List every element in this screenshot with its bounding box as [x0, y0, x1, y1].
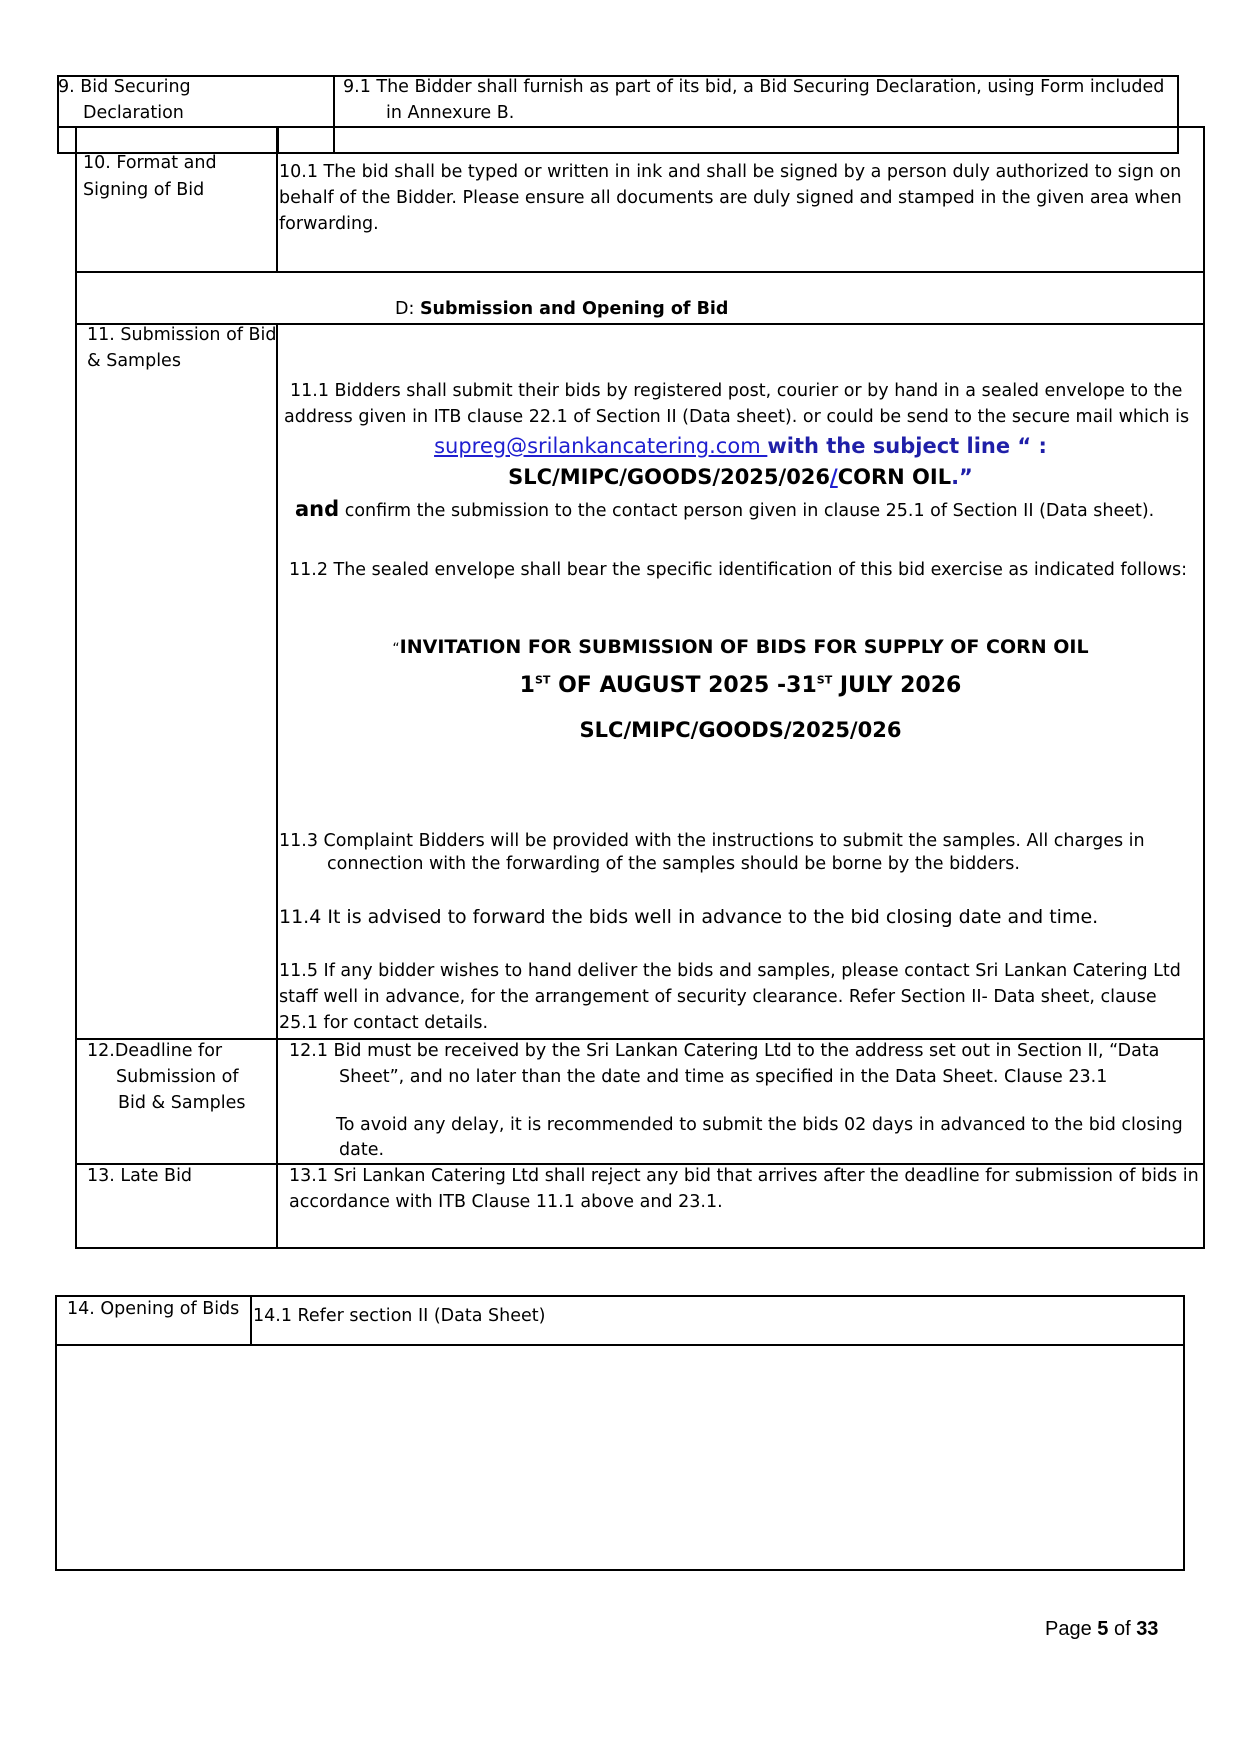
subject-intro: with the subject line “ :: [767, 434, 1047, 458]
row10-bottom-line: [75, 271, 1205, 273]
subject-ref-b: CORN OIL: [837, 465, 952, 489]
row10-text-line3: forwarding.: [279, 214, 379, 234]
section-d-heading: [395, 297, 728, 322]
row11-c111-line1: 11.1 Bidders shall submit their bids by registered post, courier or by hand in a sealed envelope to the: [290, 381, 1183, 401]
row10-label-line2: Signing of Bid: [83, 180, 205, 200]
row11-c115-line2: staff well in advance, for the arrangement of security clearance. Refer Section II- Data sheet, clause: [279, 987, 1157, 1007]
row11-confirm-line: [295, 497, 1154, 524]
row14-table-border: [55, 1295, 1185, 1571]
column-divider-upper: [276, 126, 278, 273]
row9-text-line2: in Annexure B.: [386, 103, 515, 123]
row12-label-line2: Submission of: [116, 1067, 239, 1087]
row10-text-line1: 10.1 The bid shall be typed or written in ink and shall be signed by a person duly authorized to sign on: [279, 162, 1182, 182]
row12-text-line1: 12.1 Bid must be received by the Sri Lankan Catering Ltd to the address set out in Section II, “Data: [289, 1041, 1160, 1061]
envelope-date-1: 1: [519, 673, 535, 698]
row13-text-line1: 13.1 Sri Lankan Catering Ltd shall reject any bid that arrives after the deadline for submission of bids in: [289, 1166, 1199, 1186]
envelope-line1-wrap: [278, 635, 1203, 662]
row11-label-line2: & Samples: [87, 351, 181, 371]
page-total: 33: [1136, 1618, 1159, 1640]
envelope-date-sup2: ST: [816, 673, 833, 687]
envelope-quote: “: [392, 641, 400, 657]
row11-c113-line2: connection with the forwarding of the samples should be borne by the bidders.: [327, 854, 1020, 874]
row12-text-line3: To avoid any delay, it is recommended to submit the bids 02 days in advanced to the bid closing: [336, 1115, 1183, 1135]
row9-label-line1: 9. Bid Securing: [58, 77, 191, 97]
row11-label-line1: 11. Submission of Bid: [87, 325, 277, 345]
row10-text-line2: behalf of the Bidder. Please ensure all documents are duly signed and stamped in the given area when: [279, 188, 1182, 208]
row11-subject-ref-line: [278, 463, 1203, 491]
envelope-date-3: JULY 2026: [832, 673, 962, 698]
row12-label-line3: Bid & Samples: [118, 1093, 246, 1113]
envelope-date-line: [278, 672, 1203, 700]
page-word: Page: [1045, 1618, 1098, 1640]
confirm-rest: confirm the submission to the contact person given in clause 25.1 of Section II (Data sheet).: [339, 501, 1155, 521]
page-number: [1045, 1617, 1158, 1642]
subject-end: .”: [951, 465, 973, 489]
row14-bottom-line: [55, 1344, 1185, 1346]
confirm-and: and: [295, 497, 340, 521]
row11-c115-line3: 25.1 for contact details.: [279, 1013, 489, 1033]
row9-text-line1: 9.1 The Bidder shall furnish as part of its bid, a Bid Securing Declaration, using Form included: [343, 77, 1165, 97]
email-link[interactable]: supreg@srilankancatering.com: [434, 434, 768, 458]
row13-label: 13. Late Bid: [87, 1166, 193, 1186]
row13-text-line2: accordance with ITB Clause 11.1 above and 23.1.: [289, 1192, 723, 1212]
page-num: 5: [1097, 1618, 1109, 1640]
row11-c114: 11.4 It is advised to forward the bids well in advance to the bid closing date and time.: [279, 906, 1099, 928]
row11-c112: 11.2 The sealed envelope shall bear the specific identification of this bid exercise as indicated follows:: [289, 560, 1188, 580]
row12-text-line2: Sheet”, and no later than the date and time as specified in the Data Sheet. Clause 23.1: [339, 1067, 1108, 1087]
subject-ref-a: SLC/MIPC/GOODS/2025/026: [508, 465, 831, 489]
envelope-date-2: OF AUGUST 2025 -31: [550, 673, 817, 698]
row10-label-line1: 10. Format and: [83, 153, 217, 173]
section-d-prefix: D:: [395, 299, 420, 319]
row12-text-line4: date.: [339, 1140, 385, 1160]
row14-label: 14. Opening of Bids: [67, 1299, 240, 1319]
row11-c115-line1: 11.5 If any bidder wishes to hand deliver the bids and samples, please contact Sri Lankan Catering Ltd: [279, 961, 1181, 981]
row9-label-line2: Declaration: [83, 103, 184, 123]
row14-column-divider: [250, 1295, 252, 1346]
envelope-ref: SLC/MIPC/GOODS/2025/026: [579, 718, 902, 742]
row12-label-line1: 12.Deadline for: [87, 1041, 223, 1061]
row11-email-line: [278, 432, 1203, 460]
row11-c113-line1: 11.3 Complaint Bidders will be provided with the instructions to submit the samples. All charges in: [279, 831, 1145, 851]
envelope-line1: INVITATION FOR SUBMISSION OF BIDS FOR SUPPLY OF CORN OIL: [399, 636, 1089, 658]
of-word: of: [1108, 1618, 1137, 1640]
row11-c111-line2: address given in ITB clause 22.1 of Section II (Data sheet). or could be send to the secure mail which is: [284, 407, 1190, 427]
subject-slash: /: [830, 465, 838, 489]
row14-text: 14.1 Refer section II (Data Sheet): [253, 1306, 546, 1326]
section-d-title: Submission and Opening of Bid: [419, 299, 729, 319]
envelope-date-sup1: ST: [534, 673, 551, 687]
